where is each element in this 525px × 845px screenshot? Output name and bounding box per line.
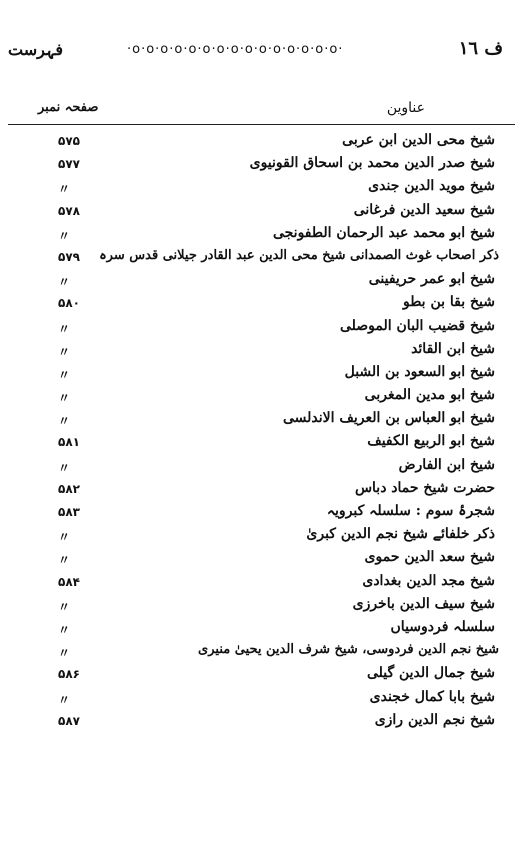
list-item [30,176,495,199]
entry-page: 〃 [58,414,71,429]
entry-page: 〃 [58,344,71,359]
entry-title: شیخ ابو عمر حریفینی [368,271,495,288]
entry-title: شیخ بابا کمال خجندی [369,688,495,705]
entry-title: شیخ ابو محمد عبد الرحمان الطفونجی [272,224,495,241]
entry-page: ۵۸۶ [58,667,80,682]
list-item [30,571,495,594]
list-item [30,408,495,431]
list-item [30,130,495,153]
list-item [30,316,495,339]
entry-title: شیخ ابو مدین المغربی [364,387,495,404]
entry-title: شیخ ابو السعود بن الشبل [344,363,495,380]
entry-page: 〃 [58,692,71,707]
list-item [30,547,495,570]
entry-title: شیخ بقا بن بطو [402,294,495,311]
list-item [30,200,495,223]
entry-title: شیخ ابو العباس بن العریف الاندلسی [283,410,495,427]
entry-title: ذکر اصحاب غوث الصمدانی شیخ محی الدین عبد القادر جیلانی قدس سرہ [99,247,499,263]
column-page-heading: صفحہ نمبر [38,100,99,115]
list-item [30,640,499,663]
entry-page: 〃 [58,228,71,243]
list-item [30,339,495,362]
list-item [30,153,495,176]
header-ornament: ·o·o·o·o·o·o·o·o·o·o·o·o·o·o·o· [127,42,344,57]
list-item [30,524,495,547]
entry-page: 〃 [58,646,71,661]
entry-page: 〃 [58,367,71,382]
entry-page: 〃 [58,391,71,406]
entry-title: شیخ سعد الدین حموی [364,549,495,566]
entry-title: شیخ صدر الدین محمد بن اسحاق القونیوی [249,155,495,172]
list-item [30,478,495,501]
entry-page: 〃 [58,275,71,290]
page-title: فہرست [8,40,63,59]
entry-title: شیخ سیف الدین باخرزی [352,595,495,612]
entry-title: حضرت شیخ حماد دباس [354,479,495,496]
list-item [30,687,495,710]
list-item [30,617,495,640]
entry-title: شیخ ابو الربیع الکفیف [367,433,495,450]
entry-title: شجرۂ سوم : سلسلہ کبرویہ [326,503,495,519]
entry-title: شیخ قضیب البان الموصلی [339,317,495,334]
page-number: ف ١٦ [458,38,503,59]
list-item [30,501,495,524]
entry-title: شیخ جمال الدین گیلی [366,665,495,682]
entry-title: شیخ موید الدین جندی [368,178,495,195]
entry-page: 〃 [58,182,71,197]
list-item [30,269,495,292]
list-item [30,292,495,315]
entry-title: شیخ مجد الدین بغدادی [362,572,495,589]
entry-page: 〃 [58,553,71,568]
entry-title: شیخ ابن القائد [411,340,495,357]
entry-page: ۵۸۰ [58,296,80,311]
list-item [30,594,495,617]
entry-page: ۵۸۱ [58,435,80,450]
entry-page: ۵۷۷ [58,157,80,172]
entry-page: 〃 [58,460,71,475]
entry-page: 〃 [58,321,71,336]
entry-page: ۵۸۲ [58,481,80,496]
entry-title: شیخ محی الدین ابن عربی [342,132,495,148]
entry-page: 〃 [58,530,71,545]
entry-page: ۵۸۳ [58,505,80,519]
list-item [30,663,495,686]
list-item [30,362,495,385]
entry-page: ۵۸۷ [58,713,80,728]
list-item [30,246,499,269]
entry-page: ۵۷۵ [58,134,80,148]
entry-title: ذکر خلفائے شیخ نجم الدین کبریٰ [306,526,495,543]
entry-title: شیخ نجم الدین فردوسی، شیخ شرف الدین یحییٰ منیری [198,642,499,658]
entry-page: ۵۷۸ [58,203,80,218]
contents-list [30,130,499,733]
entry-title: شیخ نجم الدین رازی [374,711,495,728]
column-title-heading: عناوین [386,100,425,116]
entry-page: 〃 [58,622,71,637]
entry-title: سلسلہ فردوسیاں [390,618,495,635]
list-item [30,431,495,454]
list-item [30,710,495,733]
list-item [30,455,495,478]
entry-title: شیخ ابن الفارض [398,456,495,473]
header-rule [8,124,515,125]
entry-page: 〃 [58,599,71,614]
list-item [30,223,495,246]
column-headers [30,100,495,120]
entry-page: ۵۷۹ [58,249,80,264]
entry-page: ۵۸۴ [58,574,80,589]
list-item [30,385,495,408]
entry-title: شیخ سعید الدین فرغانی [353,201,495,218]
